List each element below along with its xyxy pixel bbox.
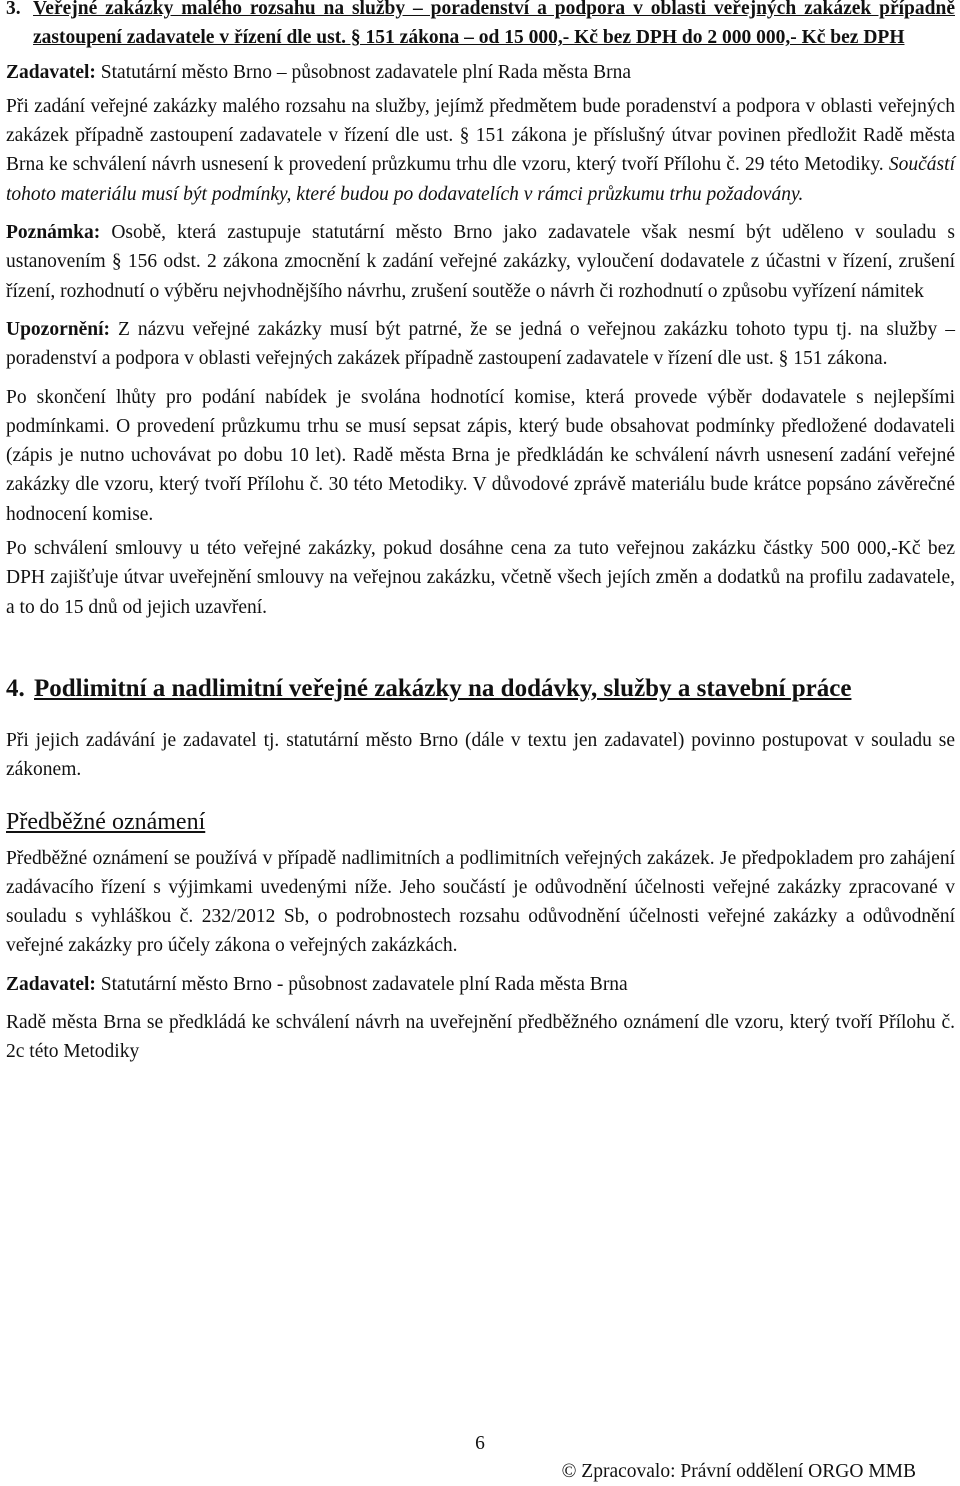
subsection-title: Předběžné oznámení (6, 808, 206, 835)
section-3-number: 3. (6, 0, 21, 19)
section-4-paragraph-3: Radě města Brna se předkládá ke schválení návrh na uveřejnění předběžného oznámení dle vzoru, který tvoří Přílohu č. 2c této Metodiky (6, 1012, 955, 1063)
section-4-heading (6, 670, 955, 708)
section-3-warning (6, 315, 955, 374)
section-4-title: Podlimitní a nadlimitní veřejné zakázky na dodávky, služby a stavební práce (34, 674, 852, 702)
paragraph-1-italic: Součástí tohoto materiálu musí být podmínky, které budou po dodavatelích v rámci průzkumu trhu požadovány. (6, 154, 955, 205)
section-3-title: Veřejné zakázky malého rozsahu na služby – poradenství a podpora v oblasti veřejných zakázek případně zastoupení zadavatele v řízení dle ust. § 151 zákona – od 15 000,- Kč bez DPH do 2 000 000,- Kč bez DPH (33, 0, 955, 49)
section-3-heading (6, 0, 955, 53)
note-label: Poznámka: (6, 222, 101, 244)
footer-credit: © Zpracovalo: Právní oddělení ORGO MMB (561, 1461, 916, 1482)
zadavatel-text: Statutární město Brno - působnost zadavatele plní Rada města Brna (95, 973, 628, 995)
section-3-paragraph-2: Po skončení lhůty pro podání nabídek je svolána hodnotící komise, která provede výběr dodavatele s nejlepšími podmínkami. O provedení průzkumu trhu se musí sepsat zápis, který bude obsahovat podmínky předložené dodavateli (zápis je nutno uchovávat po dobu 10 let). Radě města Brna je předkládán ke schválení návrh usnesení zadání veřejné zakázky dle vzoru, který tvoří Přílohu č. 30 této Metodiky. V důvodové zprávě materiálu bude krátce popsáno závěrečné hodnocení komise. (6, 386, 955, 525)
section-3-paragraph-1 (6, 92, 955, 209)
section-4-zadavatel (6, 970, 955, 999)
note-text: Osobě, která zastupuje statutární město Brno jako zadavatele však nesmí být uděleno v souladu s ustanovením § 156 odst. 2 zákona zmocnění k zadání veřejné zakázky, vyloučení dodavatele z účastni v řízení, zrušení řízení, rozhodnutí o výběru nejvhodnějšího návrhu, zrušení soutěže o návrh či rozhodnutí o způsobu vyřízení námitek (6, 222, 955, 302)
warning-label: Upozornění: (6, 318, 110, 340)
section-4-paragraph-2: Předběžné oznámení se používá v případě nadlimitních a podlimitních veřejných zakázek. Je předpokladem pro zahájení zadávacího řízení s výjimkami uvedenými níže. Jeho součástí je odůvodnění účelnosti veřejné zakázky zpracované v souladu s vyhláškou č. 232/2012 Sb, o podrobnostech rozsahu odůvodnění účelnosti veřejné zakázky a odůvodnění veřejné zakázky pro účely zákona o veřejných zakázkách. (6, 847, 955, 957)
zadavatel-text: Statutární město Brno – působnost zadavatele plní Rada města Brna (95, 61, 631, 83)
page-number: 6 (475, 1433, 485, 1454)
section-4-paragraph-1: Při jejich zadávání je zadavatel tj. statutární město Brno (dále v textu jen zadavatel) povinno postupovat v souladu se zákonem. (6, 729, 955, 781)
zadavatel-label: Zadavatel: (6, 61, 96, 83)
warning-text: Z názvu veřejné zakázky musí být patrné, že se jedná o veřejnou zakázku tohoto typu tj. na služby – poradenství a podpora v oblasti veřejných zakázek případně zastoupení zadavatele v řízení dle ust. § 151 zákona. (6, 318, 955, 370)
section-3-note (6, 218, 955, 306)
zadavatel-label: Zadavatel: (6, 973, 96, 995)
paragraph-1-text: Při zadání veřejné zakázky malého rozsahu na služby, jejímž předmětem bude poradenství a podpora v oblasti veřejných zakázek případně zastoupení zadavatele v řízení dle ust. § 151 zákona je příslušný útvar povinen předložit Radě města Brna ke schválení návrh usnesení k provedení průzkumu trhu dle vzoru, který tvoří Přílohu č. 29 této Metodiky. (6, 95, 955, 176)
section-3-zadavatel (6, 58, 955, 87)
section-4-number: 4. (6, 674, 25, 702)
section-3-paragraph-3: Po schválení smlouvy u této veřejné zakázky, pokud dosáhne cena za tuto veřejnou zakázku částky 500 000,-Kč bez DPH zajišťuje útvar uveřejnění smlouvy na veřejnou zakázku, včetně všech jejích změn a dodatků na profilu zadavatele, a to do 15 dnů od jejich uzavření. (6, 538, 955, 618)
